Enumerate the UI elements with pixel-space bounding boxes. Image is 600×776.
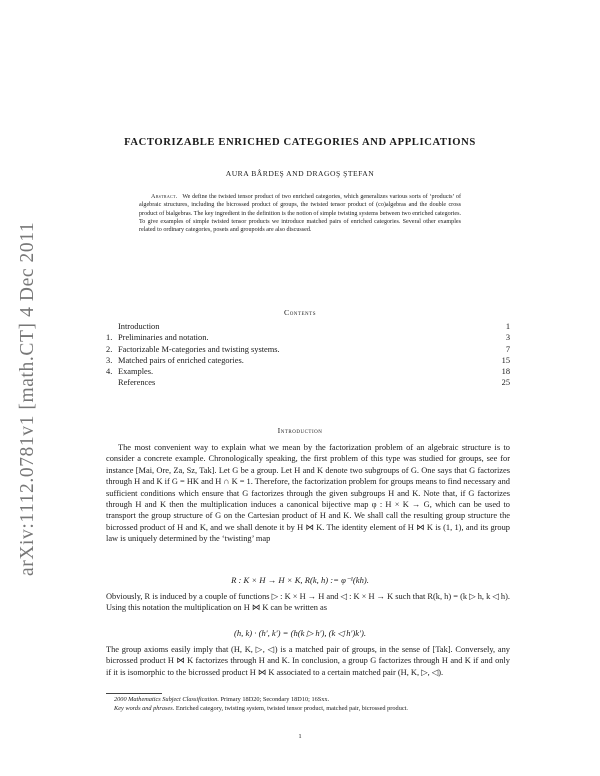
toc-entry[interactable]	[106, 321, 510, 332]
footnote-msc	[106, 696, 510, 705]
toc-entry-label: Introduction	[118, 322, 160, 331]
toc-entry-number: 2.	[106, 344, 113, 354]
page-number: 1	[298, 733, 302, 740]
toc-entry-label: Examples.	[118, 367, 154, 377]
toc-entry[interactable]	[106, 366, 510, 377]
equation-twisting-map: R : K × H → H × K, R(k, h) := φ⁻¹(kh).	[231, 575, 369, 585]
toc-entry[interactable]	[106, 344, 510, 355]
toc-entry-label: Matched pairs of enriched categories.	[118, 355, 244, 365]
footnote-rule	[106, 693, 162, 694]
toc-entry-page: 15	[501, 355, 510, 365]
arxiv-stamp: arXiv:1112.0781v1 [math.CT] 4 Dec 2011	[17, 221, 38, 576]
footnote-msc-label: 2000 Mathematics Subject Classification.	[114, 696, 219, 703]
intro-paragraph-1: The most convenient way to explain what we mean by the factorization problem of an algebraic structure is to consider a concrete example. Chronologically speaking, the first problem of this type was studied for groups, see for instance [Mai, Ore, Za, Sz, Tak]. Let G be a group. Let H and K denote two subgroups of G. One says that G factorizes through H and K if G = HK and H ∩ K = 1. Therefore, the factorization problem for groups means to find necessary and sufficient conditions which ensure that G factorizes through the given subgroups H and K. Note that, if G factorizes through H and K then the multiplication induces a canonical bijective map φ : H × K → G, which can be used to transport the group structure of G on the Cartesian product of H and K. We shall call the resulting group structure the bicrossed product of H and K, and we shall denote it by H ⋈ K. The identity element of H ⋈ K is (1, 1), and its group law is uniquely determined by the ‘twisting’ map	[106, 443, 510, 544]
footnotes	[106, 696, 510, 713]
paper-title: FACTORIZABLE ENRICHED CATEGORIES AND APPLICATIONS	[124, 137, 476, 148]
toc-entry-label: References	[118, 378, 156, 388]
footnote-keywords-label: Key words and phrases.	[114, 704, 175, 712]
toc-entry[interactable]	[106, 377, 510, 388]
paper-authors: AURA BÂRDEŞ AND DRAGOŞ ŞTEFAN	[225, 169, 375, 178]
footnote-msc-text: Primary 18D20; Secondary 18D10; 16Sxx.	[220, 696, 330, 703]
footnote-keywords-text: Enriched category, twisting system, twisted tensor product, matched pair, bicrossed product.	[175, 704, 408, 712]
toc-entry[interactable]	[106, 332, 510, 343]
toc-entry[interactable]	[106, 355, 510, 366]
toc-entry-page: 1	[505, 322, 510, 331]
abstract	[139, 193, 461, 234]
footnote-keywords	[106, 705, 510, 714]
equation-multiplication: (h, k) · (h′, k′) = (h(k ▷ h′), (k ◁ h′)k′).	[234, 628, 366, 638]
toc-entry-number: 4.	[106, 367, 113, 377]
toc-entry-page: 7	[505, 344, 510, 354]
contents-heading: Contents	[284, 308, 316, 317]
abstract-label: Abstract.	[151, 194, 178, 200]
toc-entry-page: 25	[501, 378, 510, 388]
intro-paragraph-2: Obviously, R is induced by a couple of functions ▷ : K × H → H and ◁ : K × H → K such that R(k, h) = (k ▷ h, k ◁ h). Using this notation the multiplication on H ⋈ K can be written as	[106, 592, 510, 613]
introduction-heading: Introduction	[277, 426, 323, 435]
table-of-contents	[106, 321, 510, 389]
toc-entry-number: 3.	[106, 355, 113, 365]
toc-entry-page: 18	[501, 367, 510, 377]
toc-entry-page: 3	[505, 333, 510, 343]
toc-entry-label: Factorizable M-categories and twisting systems.	[118, 344, 280, 354]
intro-paragraph-3: The group axioms easily imply that (H, K, ▷, ◁) is a matched pair of groups, in the sense of [Tak]. Conversely, any bicrossed product H ⋈ K factorizes through H and K. In conclusion, a group G factorizes through H and K if and only if it is isomorphic to the bicrossed product H ⋈ K associated to a certain matched pair (H, K, ▷, ◁).	[106, 645, 510, 677]
abstract-text: We define the twisted tensor product of two enriched categories, which generalizes various sorts of ‘products’ of algebraic structures, including the bicrossed product of groups, the twisted tensor product of (co)algebras and the double cross product of bialgebras. The key ingredient in the definition is the notion of simple twisting systems between two enriched categories. To give examples of simple twisted tensor products we introduce matched pairs of enriched categories. Several other examples related to ordinary categories, posets and groupoids are also discussed.	[139, 194, 461, 234]
toc-entry-label: Preliminaries and notation.	[118, 333, 209, 343]
toc-entry-number: 1.	[106, 333, 113, 343]
